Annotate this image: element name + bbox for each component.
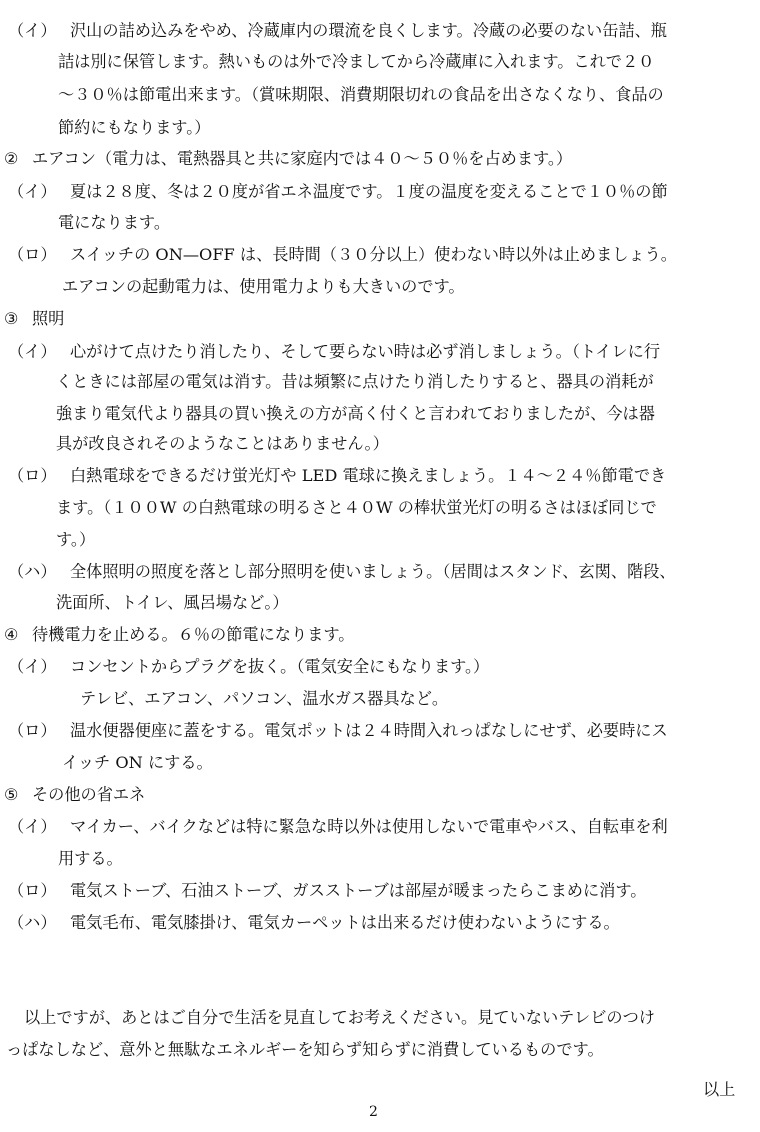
item-text: 夏は２８度、冬は２０度が省エネ温度です。１度の温度を変えることで１０％の節	[70, 182, 668, 201]
continuation-line: 電になります。	[58, 213, 171, 232]
item-text: 電気毛布、電気膝掛け、電気カーペットは出来るだけ使わないようにする。	[70, 913, 620, 932]
item-text: 電気ストーブ、石油ストーブ、ガスストーブは部屋が暖まったらこまめに消す。	[70, 881, 647, 900]
continuation-line: ～３０％は節電出来ます。（賞味期限、消費期限切れの食品を出さなくなり、食品の	[58, 85, 664, 104]
continuation-line: 節約にもなります。）	[58, 118, 211, 137]
item-marker: （ロ）	[8, 881, 57, 900]
item-marker: （ロ）	[8, 721, 57, 740]
item-marker: （イ）	[8, 21, 57, 40]
item-text: 温水便器便座に蓋をする。電気ポットは２４時間入れっぱなしにせず、必要時にス	[70, 721, 668, 740]
item-marker: （ハ）	[8, 913, 57, 932]
section-heading	[4, 619, 744, 650]
page-number: 2	[369, 1104, 378, 1120]
section-title: その他の省エネ	[32, 785, 146, 804]
list-item	[8, 336, 753, 367]
indented-line: テレビ、エアコン、パソコン、温水ガス器具など。	[80, 689, 449, 708]
section-number: ②	[4, 149, 19, 168]
section-heading	[4, 779, 744, 810]
list-item	[8, 239, 753, 270]
section-title: エアコン（電力は、電熱器具と共に家庭内では４０～５０％を占めます。）	[32, 149, 573, 168]
item-text: 白熱電球をできるだけ蛍光灯や LED 電球に換えましょう。１４～２４％節電でき	[70, 466, 667, 485]
list-item	[8, 556, 753, 587]
item-marker: （イ）	[8, 342, 57, 361]
item-text: コンセントからプラグを抜く。（電気安全にもなります。）	[70, 657, 490, 676]
continuation-line: 具が改良されそのようなことはありません。）	[56, 434, 389, 453]
section-number: ④	[4, 625, 19, 644]
continuation-line: エアコンの起動電力は、使用電力よりも大きいのです。	[62, 277, 465, 296]
continuation-line: 詰は別に保管します。熱いものは外で冷ましてから冷蔵庫に入れます。これで２０	[58, 52, 655, 71]
continuation-line: イッチ ON にする。	[62, 753, 213, 772]
continuation-line: ます。（１００W の白熱電球の明るさと４０W の棒状蛍光灯の明るさはほぼ同じで	[56, 498, 657, 517]
item-marker: （ロ）	[8, 245, 57, 264]
list-item	[8, 651, 753, 682]
continuation-line: 洗面所、トイレ、風呂場など。）	[56, 593, 289, 612]
item-text: 全体照明の照度を落とし部分照明を使いましょう。（居間はスタンド、玄関、階段、	[70, 562, 676, 581]
item-text: 心がけて点けたり消したり、そして要らない時は必ず消しましょう。（トイレに行	[70, 342, 661, 361]
item-text: 沢山の詰め込みをやめ、冷蔵庫内の環流を良くします。冷蔵の必要のない缶詰、瓶	[70, 21, 667, 40]
continuation-line: 用する。	[58, 849, 123, 868]
item-text: マイカー、バイクなどは特に緊急な時以外は使用しないで電車やバス、自転車を利	[70, 817, 668, 836]
list-item	[8, 811, 753, 842]
section-number: ⑤	[4, 785, 19, 804]
list-item	[8, 875, 753, 906]
continuation-line: くときには部屋の電気は消す。昔は頻繁に点けたり消したりすると、器具の消耗が	[56, 372, 654, 391]
section-heading	[4, 303, 744, 334]
item-marker: （イ）	[8, 817, 57, 836]
section-heading	[4, 143, 744, 174]
list-item	[8, 715, 753, 746]
continuation-line: す。）	[56, 530, 96, 549]
list-item	[8, 907, 753, 938]
section-title: 待機電力を止める。６％の節電になります。	[32, 625, 355, 644]
item-marker: （イ）	[8, 657, 57, 676]
item-marker: （ハ）	[8, 562, 57, 581]
continuation-line: 強まり電気代より器具の買い換えの方が高く付くと言われておりましたが、今は器	[56, 404, 655, 423]
closing-paragraph-line: っぱなしなど、意外と無駄なエネルギーを知らず知らずに消費しているものです。	[6, 1040, 604, 1059]
item-marker: （ロ）	[8, 466, 57, 485]
list-item	[8, 460, 753, 491]
closing-mark: 以上	[703, 1080, 736, 1099]
item-marker: （イ）	[8, 182, 57, 201]
item-text: スイッチの ON—OFF は、長時間（３０分以上）使わない時以外は止めましょう。	[70, 245, 677, 264]
closing-paragraph-line: 以上ですが、あとはご自分で生活を見直してお考えください。見ていないテレビのつけ	[24, 1008, 655, 1027]
section-title: 照明	[32, 309, 65, 328]
list-item	[8, 15, 753, 46]
section-number: ③	[4, 309, 19, 328]
list-item	[8, 176, 753, 207]
